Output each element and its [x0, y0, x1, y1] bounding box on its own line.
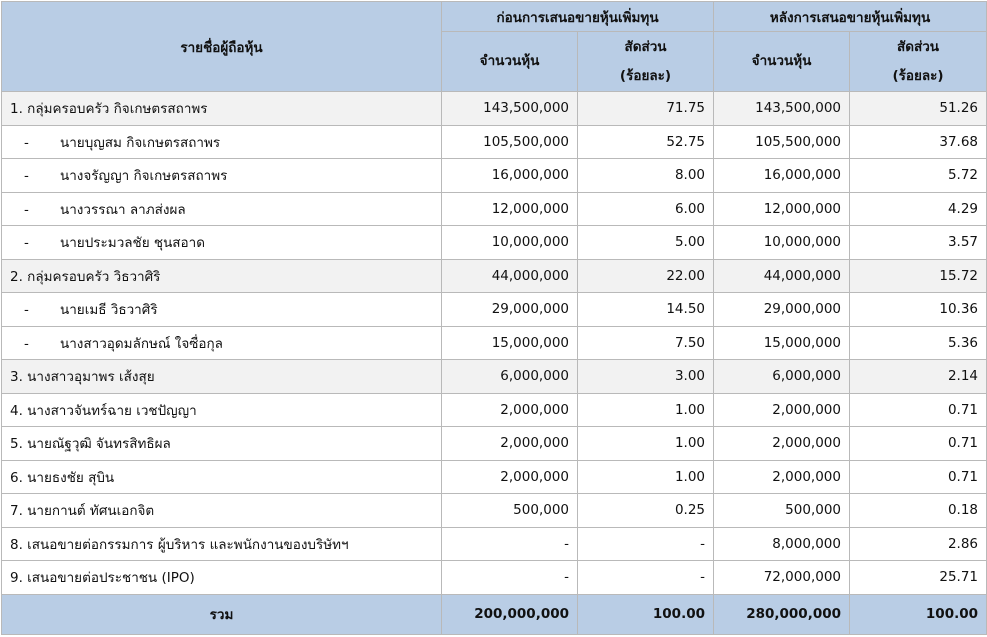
table-row — [2, 393, 987, 427]
before-pct-cell: 6.00 — [578, 192, 714, 226]
before-pct-cell: 5.00 — [578, 226, 714, 260]
shareholder-name-cell — [2, 561, 442, 595]
after-shares-cell: 44,000,000 — [714, 259, 850, 293]
before-shares-cell: 105,500,000 — [442, 125, 578, 159]
shareholder-name-cell — [2, 427, 442, 461]
before-pct-cell: 0.25 — [578, 494, 714, 528]
shareholder-name-cell — [2, 460, 442, 494]
before-pct-cell: 22.00 — [578, 259, 714, 293]
ratio-unit: (ร้อยละ) — [619, 67, 672, 84]
after-pct-cell: 0.71 — [850, 427, 987, 461]
total-row — [2, 594, 987, 634]
table-row — [2, 561, 987, 595]
shareholder-name: 6. นายธงชัย สุบิน — [10, 469, 115, 486]
table-row — [2, 92, 987, 126]
after-shares-cell: 2,000,000 — [714, 460, 850, 494]
table-row — [2, 427, 987, 461]
shareholder-name: 1. กลุ่มครอบครัว กิจเกษตรสถาพร — [10, 101, 208, 118]
before-pct-cell: 52.75 — [578, 125, 714, 159]
before-shares-cell: 2,000,000 — [442, 460, 578, 494]
after-pct-cell: 2.86 — [850, 527, 987, 561]
after-shares-cell: 10,000,000 — [714, 226, 850, 260]
shareholder-name: 8. เสนอขายต่อกรรมการ ผู้บริหาร และพนักงานของบริษัทฯ — [10, 536, 349, 553]
before-shares-cell: 143,500,000 — [442, 92, 578, 126]
before-shares-cell: 500,000 — [442, 494, 578, 528]
after-pct-cell: 5.36 — [850, 326, 987, 360]
shareholder-name: 5. นายณัฐวุฒิ จันทรสิทธิผล — [10, 436, 171, 453]
table-row — [2, 326, 987, 360]
shareholder-name: นายบุญสม กิจเกษตรสถาพร — [60, 134, 221, 151]
after-shares-cell: 143,500,000 — [714, 92, 850, 126]
before-shares-cell: 12,000,000 — [442, 192, 578, 226]
before-pct-cell: 7.50 — [578, 326, 714, 360]
table-row — [2, 125, 987, 159]
table-row — [2, 159, 987, 193]
after-shares-cell: 15,000,000 — [714, 326, 850, 360]
shareholder-name: 4. นางสาวจันทร์ฉาย เวชปัญญา — [10, 402, 197, 419]
table-body — [2, 92, 987, 595]
shareholder-name: 2. กลุ่มครอบครัว วิธวาศิริ — [10, 268, 161, 285]
total-after-pct: 100.00 — [850, 594, 987, 634]
shareholder-name-cell — [2, 494, 442, 528]
before-shares-cell: 29,000,000 — [442, 293, 578, 327]
shareholder-name: นางวรรณา ลาภส่งผล — [60, 201, 186, 218]
after-pct-cell: 0.71 — [850, 393, 987, 427]
header-after-shares: จำนวนหุ้น — [714, 32, 850, 92]
table-row — [2, 527, 987, 561]
before-shares-cell: 44,000,000 — [442, 259, 578, 293]
shareholder-name-cell — [2, 192, 442, 226]
after-pct-cell: 3.57 — [850, 226, 987, 260]
shareholder-name-cell — [2, 393, 442, 427]
table-header — [2, 2, 987, 92]
bullet-dash: - — [24, 235, 29, 252]
table-row — [2, 192, 987, 226]
before-pct-cell: 8.00 — [578, 159, 714, 193]
after-shares-cell: 105,500,000 — [714, 125, 850, 159]
before-shares-cell: 2,000,000 — [442, 393, 578, 427]
bullet-dash: - — [24, 335, 29, 352]
table-footer — [2, 594, 987, 634]
before-shares-cell: 6,000,000 — [442, 360, 578, 394]
total-label: รวม — [2, 594, 442, 634]
shareholder-table — [1, 1, 987, 635]
header-after-ratio — [850, 32, 987, 92]
table-row — [2, 460, 987, 494]
shareholder-name: 7. นายกานต์ ทัศนเอกจิต — [10, 503, 155, 520]
ratio-label: สัดส่วน — [624, 38, 667, 55]
before-pct-cell: 1.00 — [578, 393, 714, 427]
before-shares-cell: 15,000,000 — [442, 326, 578, 360]
ratio-unit: (ร้อยละ) — [892, 67, 944, 84]
bullet-dash: - — [24, 168, 29, 185]
table-row — [2, 226, 987, 260]
shareholder-name: นายเมธี วิธวาศิริ — [60, 302, 158, 319]
before-pct-cell: 1.00 — [578, 460, 714, 494]
shareholder-name-cell — [2, 259, 442, 293]
after-pct-cell: 5.72 — [850, 159, 987, 193]
table-row — [2, 293, 987, 327]
after-pct-cell: 2.14 — [850, 360, 987, 394]
after-pct-cell: 15.72 — [850, 259, 987, 293]
before-shares-cell: - — [442, 561, 578, 595]
shareholder-name-cell — [2, 527, 442, 561]
shareholder-name-cell — [2, 326, 442, 360]
after-shares-cell: 72,000,000 — [714, 561, 850, 595]
shareholder-name-cell — [2, 226, 442, 260]
header-before-shares: จำนวนหุ้น — [442, 32, 578, 92]
after-pct-cell: 37.68 — [850, 125, 987, 159]
ratio-label: สัดส่วน — [896, 38, 940, 55]
bullet-dash: - — [24, 201, 29, 218]
after-pct-cell: 4.29 — [850, 192, 987, 226]
shareholder-name: 9. เสนอขายต่อประชาชน (IPO) — [10, 570, 195, 587]
table-row — [2, 360, 987, 394]
shareholder-name-cell — [2, 293, 442, 327]
after-shares-cell: 8,000,000 — [714, 527, 850, 561]
shareholder-name: 3. นางสาวอุมาพร เส้งสุย — [10, 369, 155, 386]
after-shares-cell: 2,000,000 — [714, 393, 850, 427]
shareholder-name-cell — [2, 159, 442, 193]
before-pct-cell: - — [578, 561, 714, 595]
bullet-dash: - — [24, 134, 29, 151]
before-pct-cell: 1.00 — [578, 427, 714, 461]
total-before-pct: 100.00 — [578, 594, 714, 634]
header-before-offering: ก่อนการเสนอขายหุ้นเพิ่มทุน — [442, 2, 714, 32]
header-after-offering: หลังการเสนอขายหุ้นเพิ่มทุน — [714, 2, 987, 32]
after-pct-cell: 0.18 — [850, 494, 987, 528]
after-shares-cell: 500,000 — [714, 494, 850, 528]
before-shares-cell: 10,000,000 — [442, 226, 578, 260]
after-shares-cell: 2,000,000 — [714, 427, 850, 461]
shareholder-name-cell — [2, 125, 442, 159]
after-shares-cell: 16,000,000 — [714, 159, 850, 193]
shareholder-name-cell — [2, 360, 442, 394]
before-shares-cell: 16,000,000 — [442, 159, 578, 193]
header-shareholder-name: รายชื่อผู้ถือหุ้น — [2, 2, 442, 92]
after-pct-cell: 10.36 — [850, 293, 987, 327]
after-pct-cell: 51.26 — [850, 92, 987, 126]
before-shares-cell: - — [442, 527, 578, 561]
bullet-dash: - — [24, 302, 29, 319]
after-pct-cell: 0.71 — [850, 460, 987, 494]
table-row — [2, 494, 987, 528]
after-shares-cell: 6,000,000 — [714, 360, 850, 394]
after-pct-cell: 25.71 — [850, 561, 987, 595]
shareholder-name: นายประมวลชัย ชุนสอาด — [60, 235, 205, 252]
after-shares-cell: 29,000,000 — [714, 293, 850, 327]
total-before-shares: 200,000,000 — [442, 594, 578, 634]
shareholder-name-cell — [2, 92, 442, 126]
before-pct-cell: 14.50 — [578, 293, 714, 327]
before-pct-cell: 3.00 — [578, 360, 714, 394]
total-after-shares: 280,000,000 — [714, 594, 850, 634]
table-row — [2, 259, 987, 293]
shareholder-name: นางสาวอุดมลักษณ์ ใจซื่อกุล — [60, 335, 223, 352]
shareholder-name: นางจรัญญา กิจเกษตรสถาพร — [60, 168, 228, 185]
before-pct-cell: - — [578, 527, 714, 561]
before-pct-cell: 71.75 — [578, 92, 714, 126]
header-before-ratio — [578, 32, 714, 92]
after-shares-cell: 12,000,000 — [714, 192, 850, 226]
before-shares-cell: 2,000,000 — [442, 427, 578, 461]
